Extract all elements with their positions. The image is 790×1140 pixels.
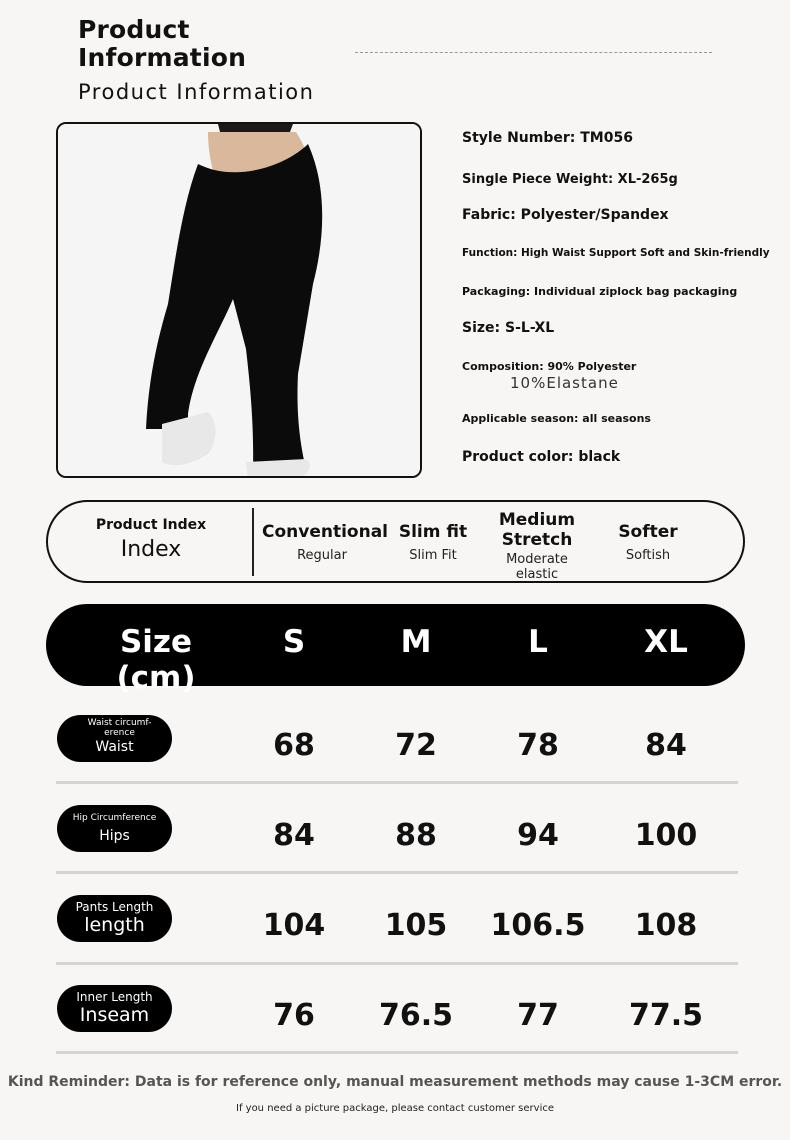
waist-xl: 84	[645, 728, 687, 763]
kind-reminder: Kind Reminder: Data is for reference only, manual measurement methods may cause 1-3CM error.	[7, 1074, 783, 1090]
spec-size: Size: S-L-XL	[462, 320, 555, 336]
index-item-sub: Regular	[297, 548, 347, 563]
length-xl: 108	[634, 908, 698, 943]
hips-l: 94	[517, 818, 559, 853]
index-item-sub: Moderate elastic	[506, 552, 568, 582]
page-title	[78, 16, 246, 72]
row-label-bottom: Waist	[95, 739, 134, 755]
spec-composition: Composition: 90% Polyester	[462, 360, 637, 373]
row-label-bottom: Hips	[99, 828, 130, 844]
title-line-2: Information	[78, 43, 247, 72]
inseam-s: 76	[273, 998, 315, 1033]
index-item-sub: Softish	[625, 548, 671, 563]
row-label-top: Pants Length	[75, 900, 154, 914]
hips-xl: 100	[634, 818, 698, 853]
index-item-conventional	[262, 522, 389, 563]
size-header-m: M	[400, 624, 432, 660]
hips-s: 84	[273, 818, 315, 853]
row-divider	[56, 871, 738, 874]
index-item-slim-fit	[392, 522, 474, 563]
spec-function: Function: High Waist Support Soft and Skin-friendly	[462, 247, 770, 259]
row-divider	[56, 1051, 738, 1054]
product-photo	[56, 122, 422, 478]
row-label-hips	[57, 805, 172, 852]
index-item-medium-stretch	[486, 510, 588, 582]
row-label-waist	[57, 715, 172, 762]
inseam-l: 77	[517, 998, 559, 1033]
contact-note: If you need a picture package, please contact customer service	[236, 1103, 554, 1114]
row-label-bottom: length	[84, 914, 145, 936]
index-item-main: Slim fit	[398, 522, 468, 542]
index-title: Product Index	[95, 517, 207, 533]
waist-m: 72	[395, 728, 437, 763]
row-label-top: Inner Length	[76, 990, 153, 1004]
spec-fabric: Fabric: Polyester/Spandex	[462, 207, 669, 223]
index-item-sub: Slim Fit	[409, 548, 457, 563]
waist-s: 68	[273, 728, 315, 763]
index-item-main: Medium Stretch	[498, 510, 576, 550]
size-header-xl: XL	[644, 624, 688, 660]
title-line-1: Product	[78, 15, 190, 44]
size-header-label: Size (cm)	[116, 624, 196, 696]
waist-l: 78	[517, 728, 559, 763]
row-divider	[56, 962, 738, 965]
row-divider	[56, 781, 738, 784]
index-divider	[252, 508, 254, 576]
length-l: 106.5	[490, 908, 586, 943]
page-subtitle: Product Information	[78, 80, 315, 104]
size-table-header	[46, 604, 745, 696]
size-header-l: L	[528, 624, 548, 660]
index-title-block	[90, 517, 212, 562]
spec-packaging: Packaging: Individual ziplock bag packaging	[462, 285, 738, 298]
row-label-top: Waist circumf-erence	[87, 718, 152, 738]
index-item-main: Softer	[618, 522, 678, 542]
spec-composition-overlay: 10%Elastane	[510, 374, 619, 392]
spec-season: Applicable season: all seasons	[462, 412, 651, 425]
header-divider	[355, 52, 712, 53]
spec-weight: Single Piece Weight: XL-265g	[462, 172, 678, 187]
spec-style-number: Style Number: TM056	[462, 130, 633, 146]
index-subtitle: Index	[120, 537, 182, 562]
index-item-softer	[604, 522, 692, 563]
size-header-s: S	[282, 624, 306, 660]
length-m: 105	[384, 908, 448, 943]
length-s: 104	[262, 908, 326, 943]
row-label-bottom: Inseam	[79, 1004, 150, 1026]
hips-m: 88	[395, 818, 437, 853]
inseam-m: 76.5	[378, 998, 454, 1033]
row-label-length	[57, 895, 172, 942]
row-label-top: Hip Circumference	[72, 813, 157, 823]
pants-illustration	[58, 124, 422, 478]
spec-color: Product color: black	[462, 449, 621, 465]
index-item-main: Conventional	[262, 522, 389, 542]
row-label-inseam	[57, 985, 172, 1032]
inseam-xl: 77.5	[628, 998, 704, 1033]
